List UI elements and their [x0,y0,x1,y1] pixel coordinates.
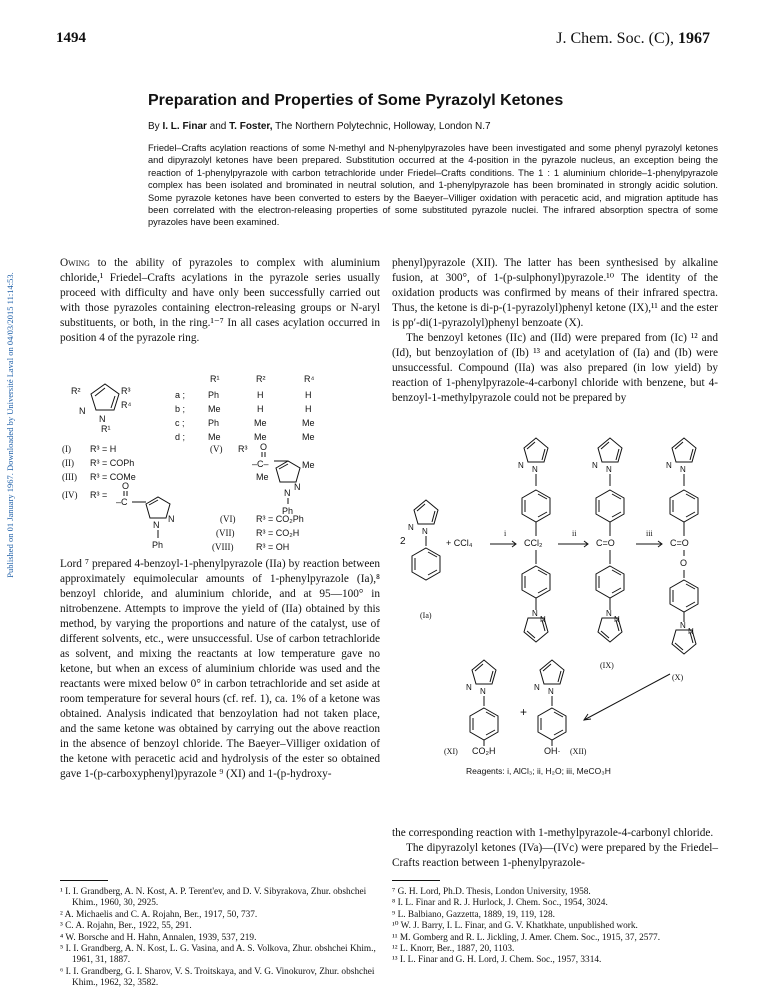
arrow-step-i [490,529,516,547]
svg-text:Me: Me [256,472,269,482]
footnote: ¹⁰ W. J. Barry, I. L. Finar, and G. V. Khatkhate, unpublished work. [392,921,638,932]
svg-text:R³ = COMe: R³ = COMe [90,472,136,482]
download-side-note-text[interactable]: Published on 01 January 1967. Downloaded by Université Laval on 04/03/2015 11:14:53. [5,272,15,578]
footnote: ¹² L. Knorr, Ber., 1887, 20, 1103. [392,944,515,955]
pyrazole-structures-scheme [60,372,380,554]
footnote: ⁹ L. Balbiano, Gazzetta, 1889, 19, 119, 128. [392,909,555,920]
page-number: 1494 [56,30,86,46]
journal-header [556,30,710,48]
svg-text:O: O [122,481,130,491]
svg-text:R³ = CO₂Ph: R³ = CO₂Ph [256,514,304,524]
compound-list [62,444,136,500]
svg-text:N: N [168,514,175,524]
svg-text:Me: Me [302,418,315,428]
reagents-caption: Reagents: i, AlCl₃; ii, H₂O; iii, MeCO₃H [466,766,611,776]
header-r4: R⁴ [304,374,315,384]
structure-ix [592,438,624,670]
arrow-step-iii [636,529,662,547]
ester-list [212,514,304,552]
lord-paragraph: Lord ⁷ prepared 4-benzoyl-1-phenylpyrazole (IIa) by reaction between approximately equimolecular amounts of 1-phenylpyrazole (Ia),⁸ benzoyl chloride, and aluminium chloride, and at 95—100° in nitrobenzene. Attempts to improve the yield of (IIa) obtained by this method, by varying the proportions and nature of the catalyst, use of different solvents, etc., were unsuccessful. Use of carbon tetrachloride as solvent, and mixing the reactants at low temperature gave no ketone, but when an excess of aluminium chloride was used and the reactants were mixed below 0° in carbon tetrachloride and set aside at room temperature for several hours (cf. ref. 1), ca. 1% of a ketone was obtained. Analysis indicated that benzoylation had not taken place, and the same ketone was obtained by carrying out the above reaction in the absence of benzoyl chloride. The Baeyer–Villiger oxidation of the ketone with peracetic acid and hydrolysis of the ester so obtained gave 1-(p-carboxyphenyl)pyrazole ⁹ (XI) and 1-(p-hydroxy- [60,558,380,780]
svg-text:ii: ii [572,529,577,538]
structure-iv [116,481,175,550]
svg-text:Ph: Ph [152,540,164,550]
footnotes-right [392,887,718,967]
svg-text:a ;: a ; [175,390,186,400]
intro-lead: Owing [60,257,90,269]
svg-text:c ;: c ; [175,418,185,428]
svg-text:R³: R³ [238,444,248,454]
journal-year: 1967 [678,30,710,47]
affiliation: The Northern Polytechnic, Holloway, London N.7 [275,121,491,132]
arrow-to-products [584,674,670,720]
svg-text:Me: Me [254,418,267,428]
structure-xii [534,660,587,756]
footnote: ¹³ I. L. Finar and G. H. Lord, J. Chem. Soc., 1957, 3314. [392,955,602,966]
svg-text:(III): (III) [62,472,77,482]
svg-text:(VI): (VI) [220,514,236,524]
continuation-paragraph: phenyl)pyrazole (XII). The latter has been synthesised by alkaline fusion, at 300°, of 1-(p-sulphonyl)pyrazole.¹⁰ The identity of the oxidation products was confirmed by means of their infrared spectra. Thus, the ketone is di-p-(1-pyrazolyl)phenyl ketone (IX),¹¹ and the ester is pp′-di(1-pyrazolyl)phenyl benzoate (X). [392,257,718,329]
svg-text:Me: Me [302,432,315,442]
svg-text:(IV): (IV) [62,490,78,500]
svg-text:C=O: C=O [670,538,689,548]
intro-body: to the ability of pyrazoles to complex with aluminium chloride,¹ Friedel–Crafts acylations in the pyrazole series usually proceed with difficulty and have only been successfully carried out with those pyrazoles containing electron-releasing groups or N-aryl substituents, or both, in the ring.¹⁻⁷ In all cases acylation occurred in position 4 of the pyrazole ring. [60,257,380,344]
right-column-top [392,256,718,406]
byline [148,121,491,132]
row-a [175,390,312,400]
benzoyl-paragraph: The benzoyl ketones (IIc) and (IId) were prepared from (Ic) ¹² and (Id), but benzoylation of (Ib) ¹³ and acetylation of (Ia) and (Ib) were unsuccessful. Compound (IIa) was also prepared (in low yield) by reaction of 1-phenylpyrazole-4-carbonyl chloride with benzene, but 4-benzoyl-1-methylpyrazole could not be prepared by [392,332,718,404]
footnote-rule-right [392,880,440,881]
journal-name: J. Chem. Soc. (C), [556,30,674,47]
structure-ia [400,500,473,620]
r2-label: R² [71,386,81,396]
article-title: Preparation and Properties of Some Pyrazolyl Ketones [148,92,564,109]
intro-paragraph [60,256,380,346]
n-label: N [79,406,86,416]
svg-text:R³ =: R³ = [90,490,108,500]
left-column-main [60,557,380,782]
svg-text:R³ = COPh: R³ = COPh [90,458,135,468]
header-r2: R² [256,374,266,384]
svg-text:H: H [305,390,312,400]
svg-text:N: N [153,520,160,530]
byline-and: and [209,121,227,132]
svg-text:(XII): (XII) [570,747,587,756]
substituent-table [175,374,315,442]
row-b [175,404,312,414]
footnote: ⁴ W. Borsche and H. Hahn, Annalen, 1939, 537, 219. [60,932,257,943]
r3-label: R³ [121,386,131,396]
svg-text:d ;: d ; [175,432,186,442]
svg-text:(Ia): (Ia) [420,611,432,620]
svg-text:CO₂H: CO₂H [472,746,496,756]
r4-label: R⁴ [121,400,132,410]
structure-x [666,438,698,682]
svg-text:Me: Me [302,460,315,470]
svg-text:–C: –C [116,497,128,507]
svg-text:Ph: Ph [208,390,220,400]
svg-text:O: O [260,442,268,452]
svg-text:(XI): (XI) [444,747,458,756]
svg-text:(V): (V) [210,444,223,454]
svg-text:R³ = H: R³ = H [90,444,117,454]
footnote: ² A. Michaelis and C. A. Rojahn, Ber., 1917, 50, 737. [60,909,258,920]
footnote: ³ C. A. Rojahn, Ber., 1922, 55, 291. [60,921,192,932]
author-foster: T. Foster, [229,121,273,132]
svg-text:i: i [504,529,507,538]
footnotes-left [60,887,380,990]
svg-text:C=O: C=O [596,538,615,548]
footnote: ⁶ I. I. Grandberg, G. I. Sharov, V. S. Troitskaya, and V. G. Vinokurov, Zhur. obshchei Khim., 1962, 32, 3582. [60,966,375,989]
n1-label: N [99,414,106,424]
svg-text:CCl₂: CCl₂ [524,538,543,548]
dipyrazolyl-paragraph: The dipyrazolyl ketones (IVa)—(IVc) were prepared by the Friedel–Crafts reaction between 1-phenylpyrazole- [392,842,718,869]
svg-text:Me: Me [254,432,267,442]
svg-text:Me: Me [208,432,221,442]
svg-text:N: N [284,488,291,498]
svg-text:–C–: –C– [252,459,269,469]
footnote: ⁸ I. L. Finar and R. J. Hurlock, J. Chem. Soc., 1954, 3024. [392,898,608,909]
svg-text:+ CCl₄: + CCl₄ [446,538,473,548]
svg-text:H: H [257,390,264,400]
abstract: Friedel–Crafts acylation reactions of some N-methyl and N-phenylpyrazoles have been investigated and some phenyl pyrazolyl ketones and dipyrazolyl ketones have been prepared. Substitution occurred at the 4-position in the pyrazole nucleus, an exception being the reaction of 1-phenylpyrazole with carbon tetrachloride under Friedel–Crafts conditions. The 1 : 1 aluminium chloride–1-phenylpyrazole complex has been isolated and brominated in neutral solution, and 1-phenylpyrazole has been brominated in strongly acidic solution. Some pyrazole ketones have been converted to esters by the Baeyer–Villiger oxidation with peracetic acid, and migration aptitude has been correlated with the electron-releasing properties of some substituted pyrazole nuclei. The infrared absorption spectra of some pyrazoles have been examined. [148,143,718,228]
left-column-intro [60,256,380,346]
header-r1: R¹ [210,374,220,384]
svg-text:b ;: b ; [175,404,186,414]
svg-text:R³ = CO₂H: R³ = CO₂H [256,528,300,538]
row-c [175,418,315,428]
methyl-paragraph: the corresponding reaction with 1-methylpyrazole-4-carbonyl chloride. [392,827,714,839]
footnote: ⁵ I. I. Grandberg, A. N. Kost, L. G. Vasina, and A. S. Volkova, Zhur. obshchei Khim., 1961, 31, 1887. [60,944,376,966]
svg-text:OH·: OH· [544,746,561,756]
svg-text:(VII): (VII) [216,528,235,538]
svg-text:Me: Me [208,404,221,414]
right-column-bottom [392,826,718,871]
svg-text:R³ = OH: R³ = OH [256,542,290,552]
footnote: ¹¹ M. Gomberg and R. L. Jickling, J. Amer. Chem. Soc., 1915, 37, 2577. [392,932,661,943]
row-d [175,432,315,442]
svg-text:(II): (II) [62,458,74,468]
arrow-step-ii [558,529,588,547]
svg-text:(IX): (IX) [600,661,614,670]
svg-text:O: O [680,558,688,568]
download-side-note[interactable] [2,210,18,640]
svg-text:2: 2 [400,536,406,547]
svg-text:H: H [257,404,264,414]
byline-by: By [148,121,160,132]
reaction-scheme: N N N N 2 (Ia) + CCl₄ i CCl₂ ii C=O (IX) iii C=O O (X) CO₂H (XI) + OH· (XII) Reagents: i, AlCl₃; ii, H₂O; iii, MeCO₃H [392,422,718,822]
svg-text:H: H [305,404,312,414]
svg-text:iii: iii [646,529,653,538]
svg-text:N: N [294,482,301,492]
svg-text:Ph: Ph [208,418,220,428]
plus-sign: + [520,705,528,719]
svg-text:Ph: Ph [282,506,294,516]
r1-label: R¹ [101,424,111,434]
footnote: ¹ I. I. Grandberg, A. N. Kost, A. P. Terent'ev, and D. V. Sibyrakova, Zhur. obshchei Khim., 1960, 30, 2925. [60,887,367,909]
footnote-rule-left [60,880,108,881]
footnote: ⁷ G. H. Lord, Ph.D. Thesis, London University, 1958. [392,887,591,897]
structure-xi [444,660,498,756]
svg-text:(I): (I) [62,444,71,454]
generic-pyrazole-ring [71,384,131,434]
author-finar: I. L. Finar [162,121,207,132]
svg-text:(VIII): (VIII) [212,542,234,552]
structure-ccl2 [518,438,550,642]
svg-text:(X): (X) [672,673,684,682]
structure-v [210,442,315,516]
